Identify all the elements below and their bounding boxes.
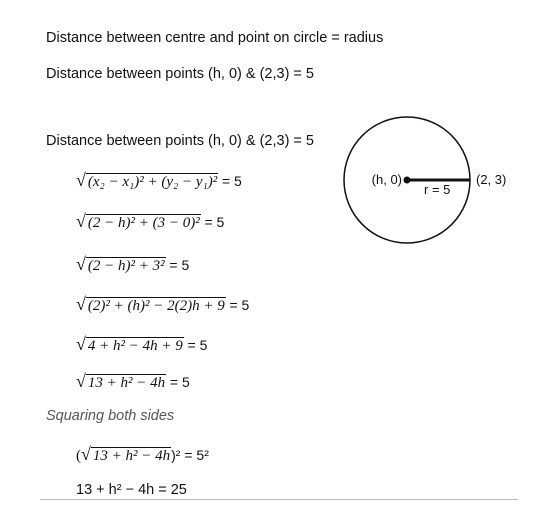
center-label: (h, 0) <box>371 172 402 187</box>
equation-step-6: √ 13 + h² − 4h = 5 <box>76 371 190 391</box>
equation-distance-formula: √ (x₂ − x₁)² + (y₂ − y₁)² = 5 <box>76 170 242 190</box>
statement-radius: Distance between centre and point on circle = radius <box>46 30 384 46</box>
note-squaring: Squaring both sides <box>46 408 175 424</box>
equation-step-5: √ 4 + h² − 4h + 9 = 5 <box>76 334 208 354</box>
circle-diagram <box>340 108 490 258</box>
equation-step-4: √ (2)² + (h)² − 2(2)h + 9 = 5 <box>76 294 250 314</box>
divider <box>40 499 518 500</box>
center-dot <box>404 177 411 184</box>
equation-step-3: √ (2 − h)² + 3² = 5 <box>76 254 190 274</box>
statement-distance-1: Distance between points (h, 0) & (2,3) = 5 <box>46 66 314 82</box>
point-label: (2, 3) <box>476 172 507 187</box>
equation-expanded: 13 + h² − 4h = 25 <box>76 482 187 498</box>
equation-squared: (√ 13 + h² − 4h)² = 5² <box>76 444 209 464</box>
equation-step-2: √ (2 − h)² + (3 − 0)² = 5 <box>76 211 225 231</box>
statement-distance-2: Distance between points (h, 0) & (2,3) = 5 <box>46 133 314 149</box>
radius-label: r = 5 <box>424 182 451 197</box>
